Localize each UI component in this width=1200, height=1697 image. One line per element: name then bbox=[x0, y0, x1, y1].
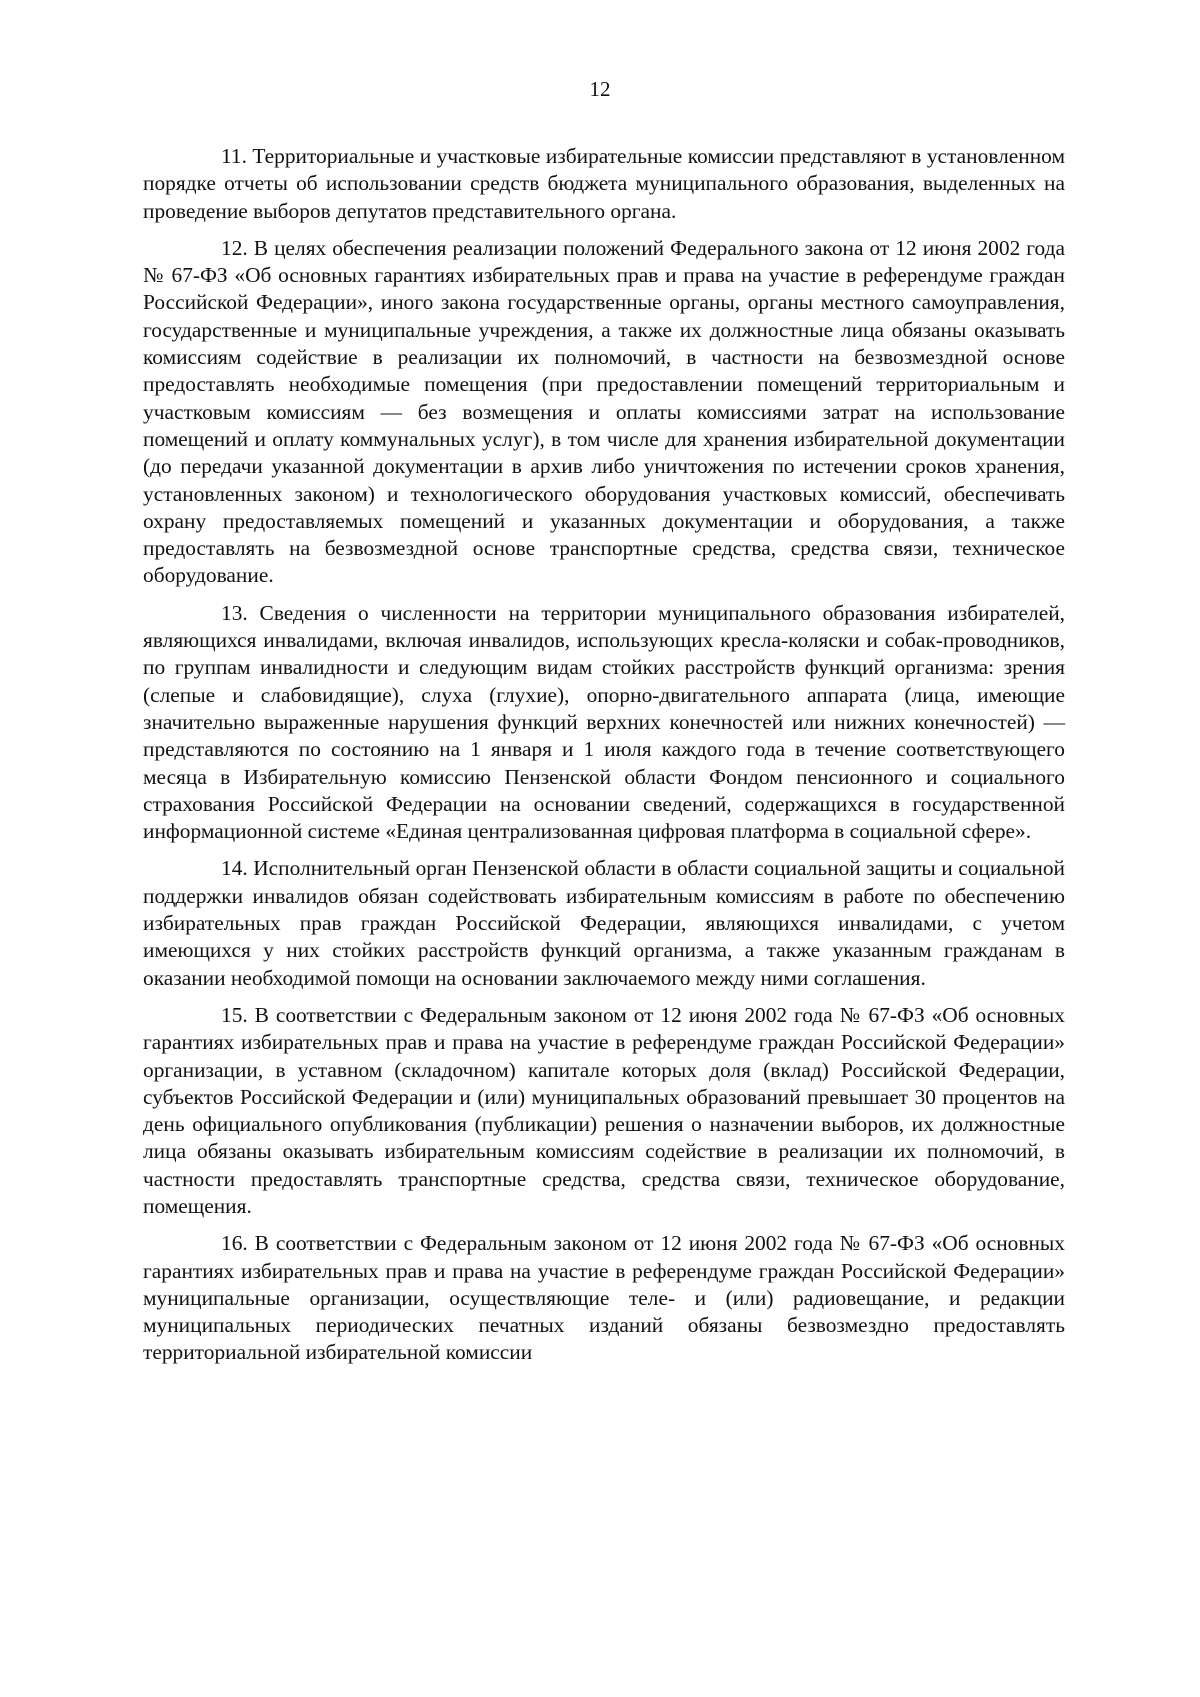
paragraph-12: 12. В целях обеспечения реализации положений Федерального закона от 12 июня 2002 года № 67-ФЗ «Об основных гарантиях избирательных прав и права на участие в референдуме граждан Российской Федерации», иного закона государственные органы, органы местного самоуправления, государственные и муниципальные учреждения, а также их должностные лица обязаны оказывать комиссиям содействие в реализации их полномочий, в частности на безвозмездной основе предоставлять необходимые помещения (при предоставлении помещений территориальным и участковым комиссиям — без возмещения и оплаты комиссиями затрат на использование помещений и оплату коммунальных услуг), в том числе для хранения избирательной документации (до передачи указанной документации в архив либо уничтожения по истечении сроков хранения, установленных законом) и технологического оборудования участковых комиссий, обеспечивать охрану предоставляемых помещений и указанных документации и оборудования, а также предоставлять на безвозмездной основе транспортные средства, средства связи, техническое оборудование. bbox=[143, 235, 1065, 588]
paragraph-13: 13. Сведения о численности на территории муниципального образования избирателей, являющихся инвалидами, включая инвалидов, использующих кресла-коляски и собак-проводников, по группам инвалидности и следующим видам стойких расстройств функций организма: зрения (слепые и слабовидящие), слуха (глухие), опорно-двигательного аппарата (лица, имеющие значительно выраженные нарушения функций верхних конечностей или нижних конечностей) — представляются по состоянию на 1 января и 1 июля каждого года в течение соответствующего месяца в Избирательную комиссию Пензенской области Фондом пенсионного и социального страхования Российской Федерации на основании сведений, содержащихся в государственной информационной системе «Единая централизованная цифровая платформа в социальной сфере». bbox=[143, 600, 1065, 844]
page-number: 12 bbox=[589, 77, 611, 101]
paragraph-16: 16. В соответствии с Федеральным законом от 12 июня 2002 года № 67-ФЗ «Об основных гарантиях избирательных прав и права на участие в референдуме граждан Российской Федерации» муниципальные организации, осуществляющие теле- и (или) радиовещание, и редакции муниципальных периодических печатных изданий обязаны безвозмездно предоставлять территориальной избирательной комиссии bbox=[143, 1231, 1065, 1365]
document-body bbox=[143, 143, 1065, 1377]
paragraph-11: 11. Территориальные и участковые избирательные комиссии представляют в установленном порядке отчеты об использовании средств бюджета муниципального образования, выделенных на проведение выборов депутатов представительного органа. bbox=[143, 144, 1065, 223]
paragraph-14: 14. Исполнительный орган Пензенской области в области социальной защиты и социальной поддержки инвалидов обязан содействовать избирательным комиссиям в работе по обеспечению избирательных прав граждан Российской Федерации, являющихся инвалидами, с учетом имеющихся у них стойких расстройств функций организма, а также указанным гражданам в оказании необходимой помощи на основании заключаемого между ними соглашения. bbox=[143, 856, 1065, 990]
paragraph-15: 15. В соответствии с Федеральным законом от 12 июня 2002 года № 67-ФЗ «Об основных гарантиях избирательных прав и права на участие в референдуме граждан Российской Федерации» организации, в уставном (складочном) капитале которых доля (вклад) Российской Федерации, субъектов Российской Федерации и (или) муниципальных образований превышает 30 процентов на день официального опубликования (публикации) решения о назначении выборов, их должностные лица обязаны оказывать избирательным комиссиям содействие в реализации их полномочий, в частности предоставлять транспортные средства, средства связи, техническое оборудование, помещения. bbox=[143, 1002, 1065, 1218]
